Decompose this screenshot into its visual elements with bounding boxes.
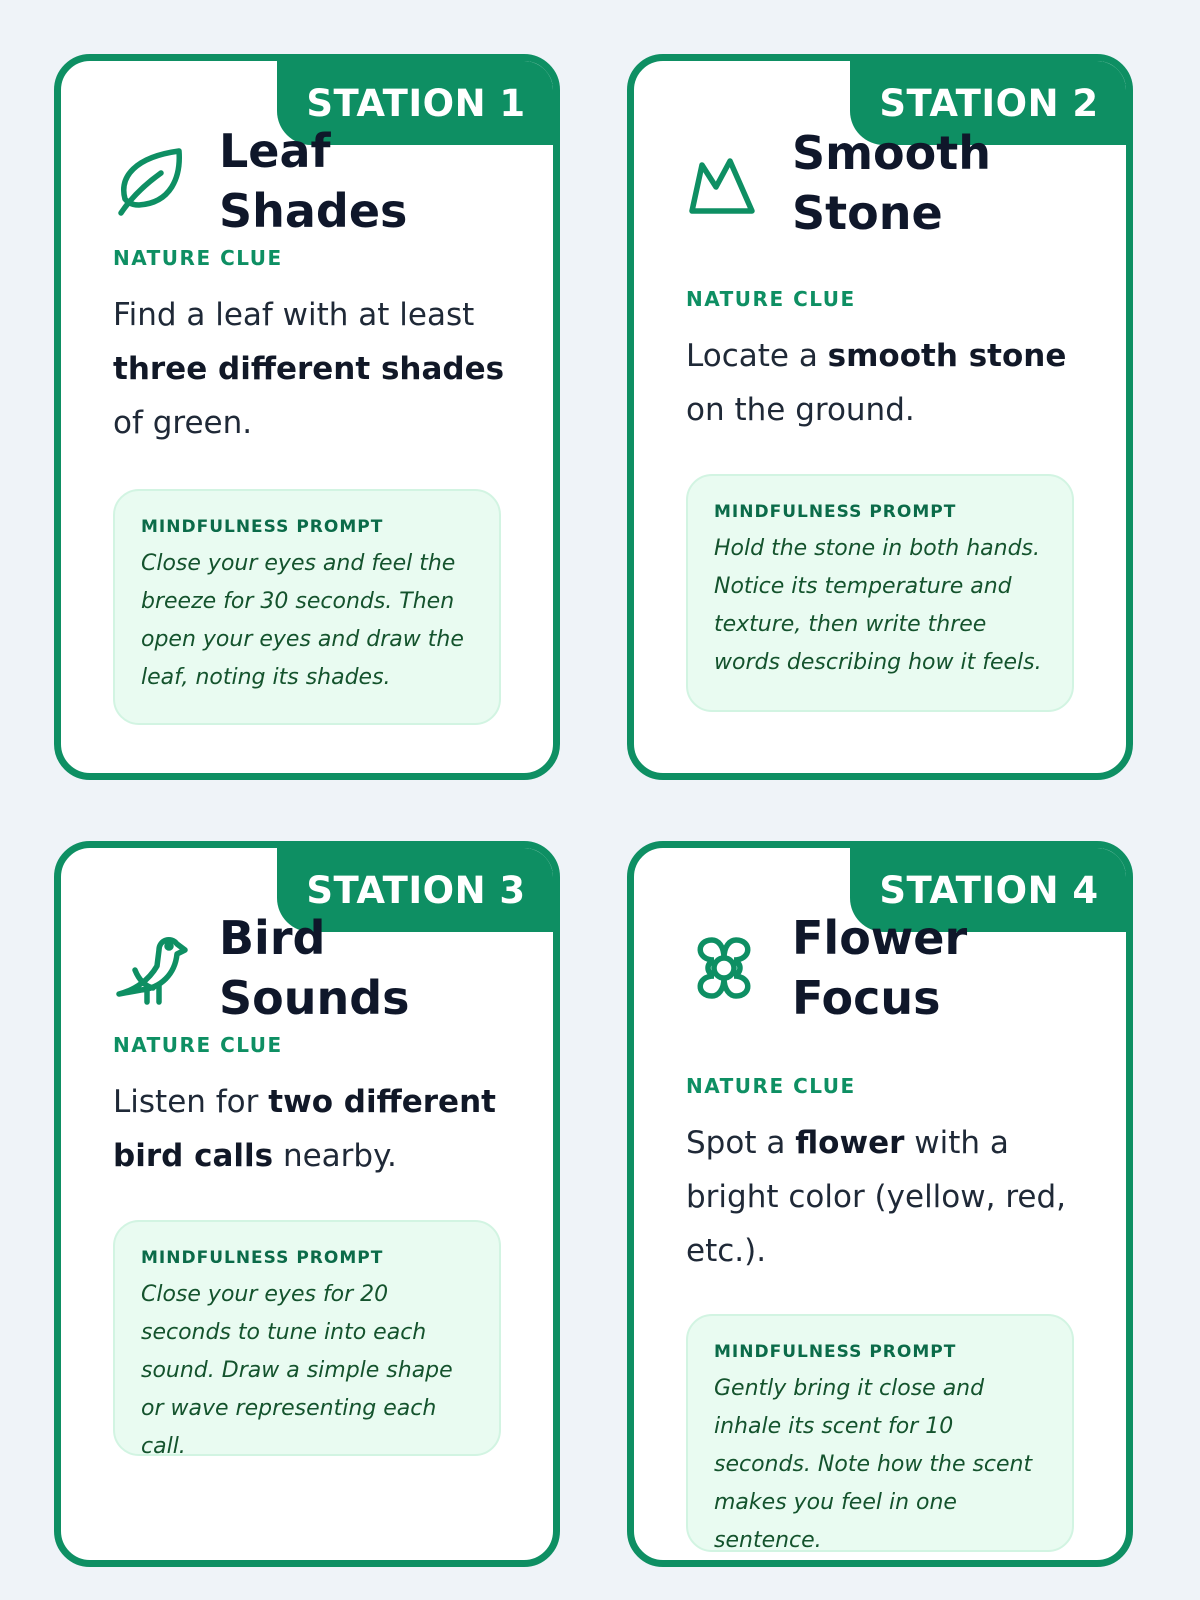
- station-header: [686, 908, 1086, 1028]
- station-card-2: [627, 54, 1133, 780]
- nature-clue-label: NATURE CLUE: [686, 1074, 856, 1098]
- station-title: Flower Focus: [792, 911, 968, 1025]
- mindfulness-prompt-label: MINDFULNESS PROMPT: [141, 1248, 384, 1268]
- nature-clue-section: [113, 1033, 507, 1183]
- mindfulness-prompt-label: MINDFULNESS PROMPT: [714, 502, 957, 522]
- station-card-4: [627, 841, 1133, 1567]
- mountain-stone-icon: [686, 145, 762, 221]
- nature-clue-label: NATURE CLUE: [686, 287, 856, 311]
- station-title: Smooth Stone: [792, 126, 992, 240]
- station-badge: STATION 1: [277, 59, 555, 145]
- mindfulness-prompt-text: Gently bring it close and inhale its scent for 10 seconds. Note how the scent makes you feel in one sentence.: [714, 1376, 1033, 1553]
- leaf-icon: [113, 143, 189, 219]
- nature-clue-text: Find a leaf with at least three different shades of green.: [113, 297, 505, 441]
- nature-clue-text: Locate a smooth stone on the ground.: [686, 338, 1067, 428]
- mindfulness-prompt-box: [686, 1314, 1074, 1552]
- nature-clue-text: Listen for two different bird calls nearby.: [113, 1084, 496, 1174]
- mindfulness-prompt-box: [113, 1220, 501, 1459]
- mindfulness-prompt-label: MINDFULNESS PROMPT: [714, 1342, 957, 1362]
- mindfulness-prompt-label: MINDFULNESS PROMPT: [141, 517, 384, 537]
- bird-icon: [113, 930, 189, 1006]
- station-badge: STATION 3: [277, 846, 555, 932]
- nature-clue-label: NATURE CLUE: [113, 246, 283, 270]
- flower-icon: [686, 930, 762, 1006]
- station-title: Leaf Shades: [219, 124, 408, 238]
- mindfulness-prompt-box: [686, 474, 1074, 712]
- station-title: Bird Sounds: [219, 911, 410, 1025]
- mindfulness-prompt-text: Close your eyes and feel the breeze for 30 seconds. Then open your eyes and draw the leaf, noting its shades.: [141, 551, 464, 690]
- mindfulness-prompt-box: [113, 489, 501, 725]
- nature-clue-section: [686, 1074, 1080, 1278]
- mindfulness-prompt-text: Close your eyes for 20 seconds to tune into each sound. Draw a simple shape or wave representing each call.: [141, 1282, 453, 1459]
- station-header: [113, 908, 513, 1028]
- station-header: [113, 121, 513, 241]
- mindfulness-prompt-text: Hold the stone in both hands. Notice its temperature and texture, then write three words describing how it feels.: [714, 536, 1042, 675]
- station-card-3: [54, 841, 560, 1567]
- station-badge: STATION 2: [850, 59, 1128, 145]
- station-header: [686, 123, 1086, 243]
- station-card-1: [54, 54, 560, 780]
- nature-clue-section: [113, 246, 507, 450]
- nature-clue-section: [686, 287, 1080, 437]
- nature-clue-label: NATURE CLUE: [113, 1033, 283, 1057]
- nature-clue-text: Spot a flower with a bright color (yellow, red, etc.).: [686, 1125, 1066, 1269]
- station-badge: STATION 4: [850, 846, 1128, 932]
